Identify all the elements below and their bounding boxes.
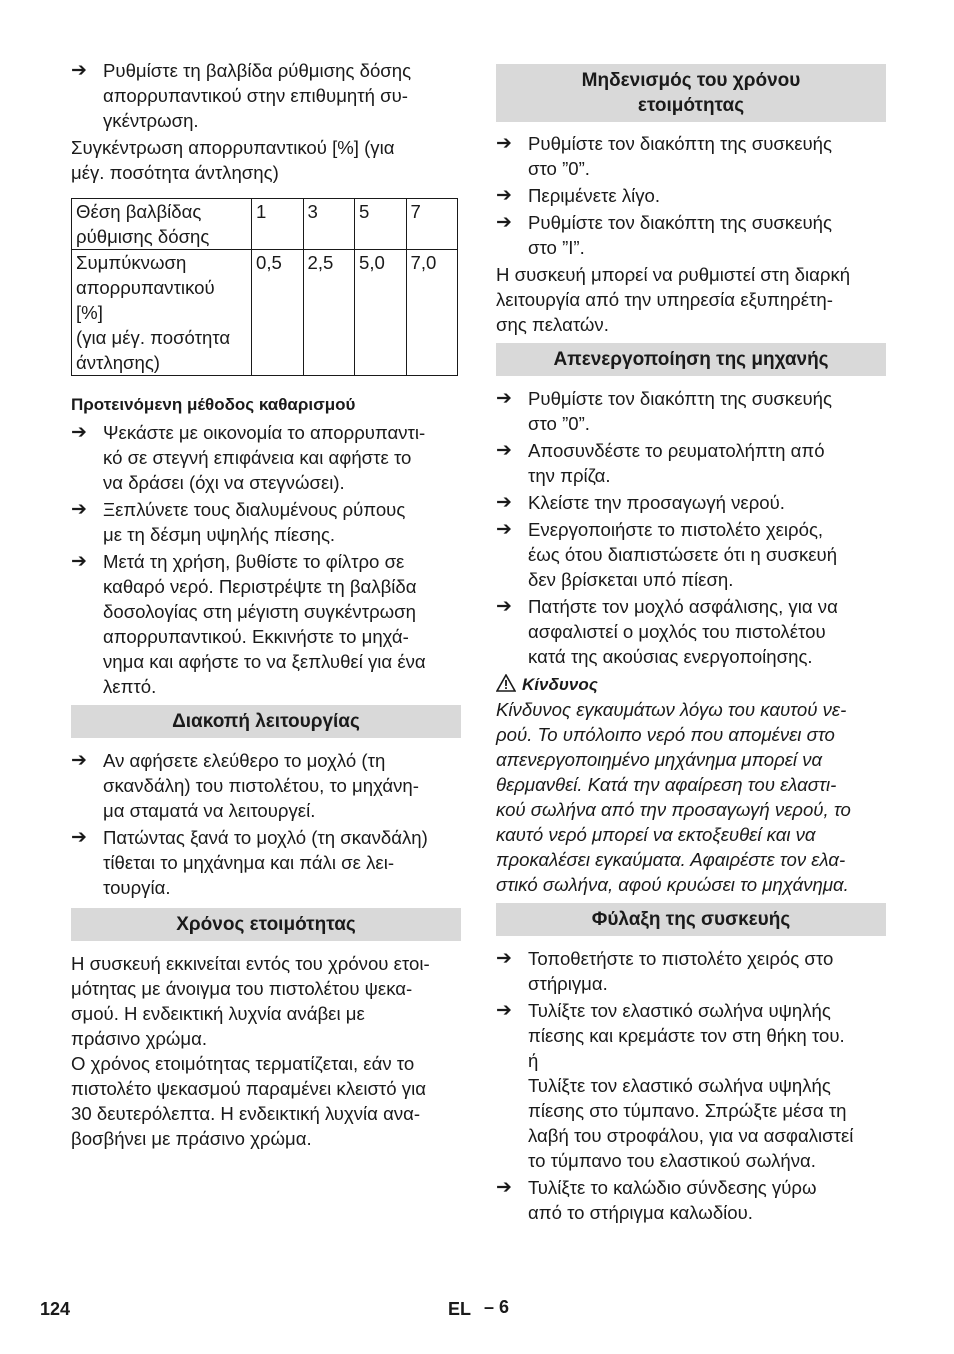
text-line: πίεσης και κρεμάστε τον στη θήκη του. <box>528 1025 845 1046</box>
text-line: στο ”0”. <box>528 158 590 179</box>
text-line: την πρίζα. <box>528 465 611 486</box>
list-item-text <box>528 594 886 669</box>
arrow-right-icon: ➔ <box>496 440 512 461</box>
list-item-text <box>528 131 886 181</box>
text-line: ρύθμισης δόσης <box>76 226 210 247</box>
text-line: σκανδάλη) του πιστολέτου, το μηχάνη- <box>103 775 419 796</box>
list-item-text <box>103 549 461 699</box>
text-line: Θέση βαλβίδας <box>76 201 202 222</box>
list-item <box>71 549 461 699</box>
danger-label-row <box>496 672 886 697</box>
text-line: πίεσης στο τύμπανο. Σπρώξτε μέσα τη <box>528 1100 847 1121</box>
text-line: Ρυθμίστε τον διακόπτη της συσκευής <box>528 133 832 154</box>
list-item <box>71 497 461 547</box>
text-line: θερμανθεί. Κατά την αφαίρεση του ελαστι- <box>496 774 837 795</box>
shutdown-list <box>496 386 886 669</box>
intro-list <box>71 58 461 133</box>
right-column <box>496 58 886 1227</box>
text-line: στο ”I”. <box>528 237 585 258</box>
text-line: με τη δέσμη υψηλής πίεσης. <box>103 524 336 545</box>
list-item <box>71 748 461 823</box>
text-line: Ρυθμίστε τον διακόπτη της συσκευής <box>528 212 832 233</box>
text-line: Πατήστε τον μοχλό ασφάλισης, για να <box>528 596 838 617</box>
section-heading-storage: Φύλαξη της συσκευής <box>496 903 886 936</box>
list-item <box>496 594 886 669</box>
arrow-right-icon: ➔ <box>496 1000 512 1021</box>
text-line: ετοιμότητας <box>637 95 745 116</box>
list-item <box>496 998 886 1173</box>
arrow-right-icon: ➔ <box>71 750 87 771</box>
list-item <box>496 438 886 488</box>
list-item-text <box>103 497 461 547</box>
table-cell: 2,5 <box>303 250 355 376</box>
text-line: Περιμένετε λίγο. <box>528 185 661 206</box>
text-line: Συμπύκνωση <box>76 252 187 273</box>
ready-paragraph-1 <box>71 951 461 1051</box>
text-line: Συγκέντρωση απορρυπαντικού [%] (για <box>71 137 395 158</box>
text-line: Η συσκευή εκκινείται εντός του χρόνου ετοι- <box>71 953 430 974</box>
list-item <box>71 825 461 900</box>
list-item <box>496 210 886 260</box>
text-line: Τυλίξτε τον ελαστικό σωλήνα υψηλής <box>528 1075 831 1096</box>
text-line: λαβή του στροφάλου, για να ασφαλιστεί <box>528 1125 854 1146</box>
text-line: καθαρό νερό. Περιστρέψτε τη βαλβίδα <box>103 576 417 597</box>
method-title: Προτεινόμενη μέθοδος καθαρισμού <box>71 395 356 414</box>
text-line: Κίνδυνος εγκαυμάτων λόγω του καυτού νε- <box>496 699 847 720</box>
list-item <box>496 517 886 592</box>
text-line: μέγ. ποσότητα άντλησης) <box>71 162 279 183</box>
text-line: [%] <box>76 302 103 323</box>
text-line: ή <box>528 1050 539 1071</box>
list-item-text <box>528 998 886 1173</box>
text-line: Κλείστε την προσαγωγή νερού. <box>528 492 785 513</box>
text-line: Ρυθμίστε τη βαλβίδα ρύθμισης δόσης <box>103 60 412 81</box>
text-line: απενεργοποιημένο μηχάνημα μπορεί να <box>496 749 823 770</box>
arrow-right-icon: ➔ <box>496 388 512 409</box>
text-line: Μηδενισμός του χρόνου <box>581 70 801 91</box>
text-line: γκέντρωση. <box>103 110 199 131</box>
text-line: Τοποθετήστε το πιστολέτο χειρός στο <box>528 948 834 969</box>
text-line: να δράσει (όχι να στεγνώσει). <box>103 472 345 493</box>
text-line: Ο χρόνος ετοιμότητας τερματίζεται, εάν το <box>71 1053 415 1074</box>
arrow-right-icon: ➔ <box>496 519 512 540</box>
text-line: καυτό νερό μπορεί να εκτοξευθεί και να <box>496 824 816 845</box>
text-line: Ψεκάστε με οικονομία το απορρυπαντι- <box>103 422 426 443</box>
list-item-text <box>103 748 461 823</box>
arrow-right-icon: ➔ <box>71 499 87 520</box>
list-item-text <box>528 517 886 592</box>
text-line: Μετά τη χρήση, βυθίστε το φίλτρο σε <box>103 551 405 572</box>
warning-triangle-icon <box>496 674 516 692</box>
concentration-text <box>71 135 461 185</box>
list-item-text <box>528 438 886 488</box>
section-heading-interrupt: Διακοπή λειτουργίας <box>71 705 461 738</box>
footer-section: – 6 <box>484 1297 510 1317</box>
list-item-text <box>528 210 886 260</box>
text-line: Τυλίξτε τον ελαστικό σωλήνα υψηλής <box>528 1000 831 1021</box>
list-item-text <box>528 386 886 436</box>
text-line: Αν αφήσετε ελεύθερο το μοχλό (τη <box>103 750 386 771</box>
table-cell: 1 <box>252 199 304 250</box>
table-cell-label <box>72 199 252 250</box>
text-line: λειτουργία από την υπηρεσία εξυπηρέτη- <box>496 289 833 310</box>
text-line: ασφαλιστεί ο μοχλός του πιστολέτου <box>528 621 826 642</box>
arrow-right-icon: ➔ <box>71 422 87 443</box>
text-line: τίθεται το μηχάνημα και πάλι σε λει- <box>103 852 395 873</box>
arrow-right-icon: ➔ <box>496 492 512 513</box>
list-item <box>71 58 461 133</box>
table-cell: 5 <box>355 199 407 250</box>
table-cell: 7,0 <box>406 250 458 376</box>
text-line: άντλησης) <box>76 352 160 373</box>
storage-list <box>496 946 886 1225</box>
text-line: δεν βρίσκεται υπό πίεση. <box>528 569 734 590</box>
list-item <box>496 183 886 208</box>
list-item-text <box>103 420 461 495</box>
reset-list <box>496 131 886 260</box>
dose-table <box>71 198 458 376</box>
list-item <box>496 946 886 996</box>
table-cell: 5,0 <box>355 250 407 376</box>
text-line: απορρυπαντικού <box>76 277 215 298</box>
text-line: κό σε στεγνή επιφάνεια και αφήστε το <box>103 447 412 468</box>
section-heading-reset <box>496 64 886 122</box>
text-line: στήριγμα. <box>528 973 608 994</box>
footer-lang: EL <box>448 1299 472 1319</box>
text-line: νημα και αφήστε το να ξεπλυθεί για ένα <box>103 651 426 672</box>
text-line: από το στήριγμα καλωδίου. <box>528 1202 753 1223</box>
table-cell-label <box>72 250 252 376</box>
text-line: λεπτό. <box>103 676 157 697</box>
text-line: Τυλίξτε το καλώδιο σύνδεσης γύρω <box>528 1177 817 1198</box>
reset-paragraph <box>496 262 886 337</box>
text-line: απορρυπαντικού στην επιθυμητή συ- <box>103 85 408 106</box>
text-line: Αποσυνδέστε το ρευματολήπτη από <box>528 440 825 461</box>
arrow-right-icon: ➔ <box>496 596 512 617</box>
arrow-right-icon: ➔ <box>496 948 512 969</box>
list-item-text <box>103 825 461 900</box>
list-item <box>496 1175 886 1225</box>
text-line: προκαλέσει εγκαύματα. Αφαιρέστε τον ελα- <box>496 849 846 870</box>
text-line: μα σταματά να λειτουργεί. <box>103 800 316 821</box>
text-line: Η συσκευή μπορεί να ρυθμιστεί στη διαρκή <box>496 264 851 285</box>
arrow-right-icon: ➔ <box>496 212 512 233</box>
text-line: Ενεργοποιήστε το πιστολέτο χειρός, <box>528 519 824 540</box>
text-line: Ξεπλύνετε τους διαλυμένους ρύπους <box>103 499 406 520</box>
text-line: πράσινο χρώμα. <box>71 1028 208 1049</box>
list-item-text <box>528 490 886 515</box>
text-line: δοσολογίας στη μέγιστη συγκέντρωση <box>103 601 416 622</box>
list-item <box>71 420 461 495</box>
text-line: (για μέγ. ποσότητα <box>76 327 231 348</box>
text-line: κού σωλήνα από την προσαγωγή νερού, το <box>496 799 851 820</box>
text-line: απορρυπαντικού. Εκκινήστε το μηχά- <box>103 626 409 647</box>
text-line: στο ”0”. <box>528 413 590 434</box>
list-item-text <box>528 1175 886 1225</box>
text-line: τουργία. <box>103 877 171 898</box>
text-line: ρού. Το υπόλοιπο νερό που απομένει στο <box>496 724 835 745</box>
arrow-right-icon: ➔ <box>496 185 512 206</box>
text-line: σης πελατών. <box>496 314 609 335</box>
list-item-text <box>528 946 886 996</box>
table-cell: 3 <box>303 199 355 250</box>
list-item <box>496 490 886 515</box>
text-line: Πατώντας ξανά το μοχλό (τη σκανδάλη) <box>103 827 428 848</box>
text-line: κατά της ακούσιας ενεργοποίησης. <box>528 646 813 667</box>
arrow-right-icon: ➔ <box>71 827 87 848</box>
text-line: μότητας με άνοιγμα του πιστολέτου ψεκα- <box>71 978 413 999</box>
interrupt-list <box>71 748 461 900</box>
intro-bullet-text <box>103 58 461 133</box>
list-item <box>496 386 886 436</box>
arrow-right-icon: ➔ <box>496 1177 512 1198</box>
text-line: το τύμπανο του ελαστικού σωλήνα. <box>528 1150 816 1171</box>
text-line: 30 δευτερόλεπτα. Η ενδεικτική λυχνία ανα- <box>71 1103 421 1124</box>
text-line: βοσβήνει με πράσινο χρώμα. <box>71 1128 312 1149</box>
danger-label: Κίνδυνος <box>522 675 598 694</box>
list-item <box>496 131 886 181</box>
text-line: σμού. Η ενδεικτική λυχνία ανάβει με <box>71 1003 365 1024</box>
table-row <box>72 199 458 250</box>
method-list <box>71 420 461 699</box>
text-line: Ρυθμίστε τον διακόπτη της συσκευής <box>528 388 832 409</box>
text-line: στικό σωλήνα, αφού κρυώσει το μηχάνημα. <box>496 874 849 895</box>
table-cell: 0,5 <box>252 250 304 376</box>
section-heading-ready: Χρόνος ετοιμότητας <box>71 908 461 941</box>
text-line: έως ότου διαπιστώσετε ότι η συσκευή <box>528 544 838 565</box>
ready-paragraph-2 <box>71 1051 461 1151</box>
left-column <box>71 58 461 1151</box>
page-number: 124 <box>40 1299 71 1319</box>
table-cell: 7 <box>406 199 458 250</box>
table-row <box>72 250 458 376</box>
arrow-right-icon: ➔ <box>71 551 87 572</box>
danger-text <box>496 697 886 897</box>
arrow-right-icon: ➔ <box>496 133 512 154</box>
arrow-right-icon: ➔ <box>71 60 87 81</box>
section-heading-shutdown: Απενεργοποίηση της μηχανής <box>496 343 886 376</box>
list-item-text <box>528 183 886 208</box>
text-line: πιστολέτο ψεκασμού παραμένει κλειστό για <box>71 1078 426 1099</box>
